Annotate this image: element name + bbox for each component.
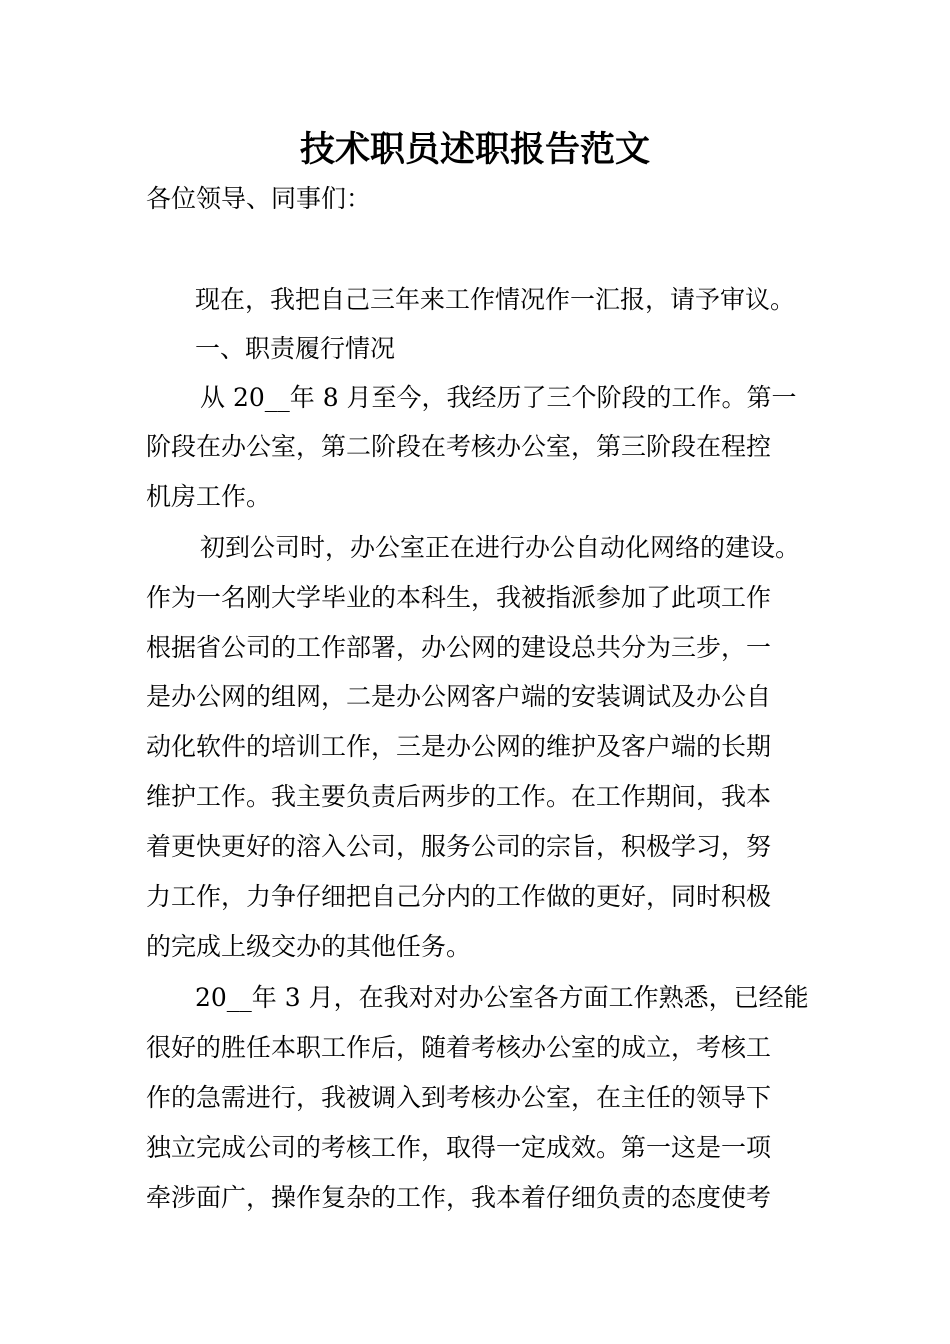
paragraph-line: 动化软件的培训工作，三是办公网的维护及客户端的长期 — [146, 732, 772, 761]
paragraph-line: 20__年 3 月，在我对对办公室各方面工作熟悉，已经能 — [195, 983, 809, 1012]
paragraph-line: 现在，我把自己三年来工作情况作一汇报，请予审议。 — [195, 285, 796, 314]
paragraph-line: 阶段在办公室，第二阶段在考核办公室，第三阶段在程控 — [146, 432, 772, 461]
paragraph-line: 是办公网的组网，二是办公网客户端的安装调试及办公自 — [146, 682, 772, 711]
paragraph-line: 着更快更好的溶入公司，服务公司的宗旨，积极学习，努 — [146, 832, 772, 861]
paragraph-line: 根据省公司的工作部署，办公网的建设总共分为三步，一 — [146, 633, 772, 662]
paragraph-line: 机房工作。 — [146, 482, 272, 511]
paragraph-line: 很好的胜任本职工作后，随着考核办公室的成立，考核工 — [146, 1033, 772, 1062]
salutation-line: 各位领导、同事们： — [146, 184, 372, 213]
section-heading: 一、职责履行情况 — [195, 334, 396, 363]
paragraph-line: 从 20__年 8 月至今，我经历了三个阶段的工作。第一 — [200, 383, 797, 412]
paragraph-line: 初到公司时，办公室正在进行办公自动化网络的建设。 — [200, 533, 801, 562]
paragraph-line: 独立完成公司的考核工作，取得一定成效。第一这是一项 — [146, 1133, 772, 1162]
paragraph-line: 力工作，力争仔细把自己分内的工作做的更好，同时积极 — [146, 882, 772, 911]
paragraph-line: 维护工作。我主要负责后两步的工作。在工作期间，我本 — [146, 782, 772, 811]
paragraph-line: 的完成上级交办的其他任务。 — [146, 932, 472, 961]
paragraph-line: 作为一名刚大学毕业的本科生，我被指派参加了此项工作 — [146, 583, 772, 612]
document-title: 技术职员述职报告范文 — [299, 129, 650, 170]
paragraph-line: 作的急需进行，我被调入到考核办公室，在主任的领导下 — [146, 1083, 772, 1112]
paragraph-line: 牵涉面广，操作复杂的工作，我本着仔细负责的态度使考 — [146, 1183, 772, 1212]
